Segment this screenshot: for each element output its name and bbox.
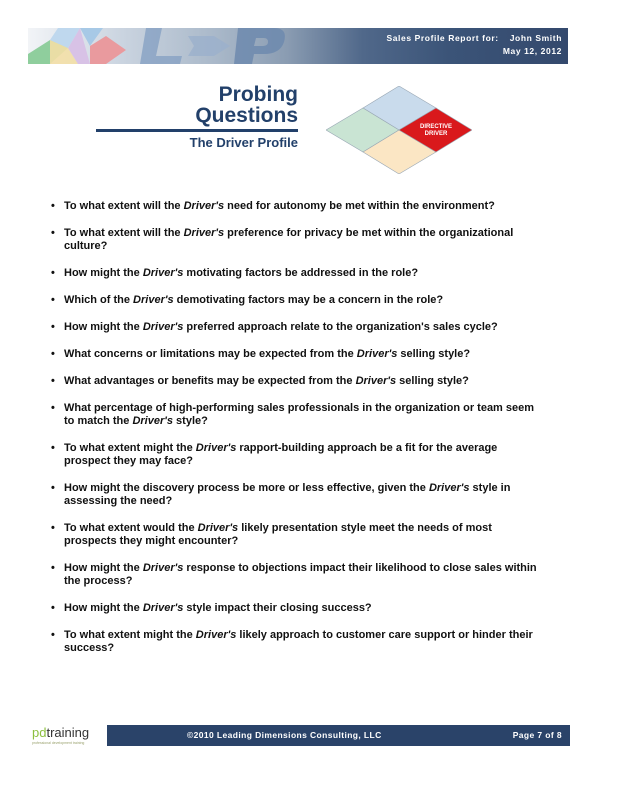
bullet-icon: • (51, 227, 55, 239)
list-item: • How might the Driver's style impact their closing success? (51, 602, 372, 614)
list-item: • How might the Driver's motivating factors be addressed in the role? (51, 267, 419, 279)
bullet-icon: • (51, 321, 55, 333)
page-title-line2: Questions (195, 104, 298, 127)
title-divider (96, 129, 298, 132)
list-item: • To what extent might the Driver's rapport-building approach be a fit for the average prospect they may face? (51, 442, 498, 467)
bullet-icon: • (51, 629, 55, 641)
ldp-letters-icon (138, 28, 288, 64)
diamond-label-line2: DRIVER (424, 131, 448, 137)
logo-pd: pd (32, 725, 47, 740)
bullet-icon: • (51, 442, 55, 454)
bullet-icon: • (51, 375, 55, 387)
header-banner (28, 28, 568, 64)
copyright-text: ©2010 Leading Dimensions Consulting, LLC (187, 730, 382, 740)
bullet-icon: • (51, 200, 55, 212)
probing-questions-list (48, 200, 538, 669)
person-name: John Smith (509, 33, 562, 43)
page-number: Page 7 of 8 (512, 730, 562, 740)
footer-bar (107, 725, 570, 746)
list-item: • To what extent would the Driver's likely presentation style meet the needs of most prospects they might encounter? (51, 522, 492, 547)
report-date: May 12, 2012 (502, 46, 562, 56)
logo-tagline: professional development training (32, 741, 85, 745)
list-item: • How might the Driver's preferred approach relate to the organization's sales cycle? (51, 321, 498, 333)
list-item: • What advantages or benefits may be expected from the Driver's selling style? (51, 375, 469, 387)
page-subtitle: The Driver Profile (189, 135, 298, 150)
report-label: Sales Profile Report for: (386, 33, 499, 43)
list-item: • How might the discovery process be more or less effective, given the Driver's style in assessing the need? (51, 482, 511, 507)
bullet-icon: • (51, 267, 55, 279)
bullet-icon: • (51, 348, 55, 360)
report-info (386, 32, 562, 58)
bullet-icon: • (51, 402, 55, 414)
list-item: • Which of the Driver's demotivating factors may be a concern in the role? (51, 294, 444, 306)
list-item: • What concerns or limitations may be expected from the Driver's selling style? (51, 348, 471, 360)
bullet-icon: • (51, 562, 55, 574)
bullet-icon: • (51, 522, 55, 534)
list-item: • How might the Driver's response to objections impact their likelihood to close sales within the process? (51, 562, 537, 587)
list-item: • What percentage of high-performing sales professionals in the organization or team seem to match the Driver's style? (51, 402, 535, 427)
list-item: • To what extent will the Driver's need for autonomy be met within the environment? (51, 200, 495, 212)
list-item: • To what extent might the Driver's likely approach to customer care support or hinder their success? (51, 629, 533, 654)
logo-training: training (46, 725, 90, 740)
bullet-icon: • (51, 482, 55, 494)
ldp-logo-diamond-icon (28, 28, 148, 64)
list-item: • To what extent will the Driver's preference for privacy be met within the organizational culture? (51, 227, 514, 252)
page-title-block (96, 84, 298, 150)
diamond-label-line1: DIRECTIVE (419, 124, 453, 130)
bullet-icon: • (51, 602, 55, 614)
page-title-line1: Probing (218, 83, 298, 106)
profile-diamond-icon (326, 86, 472, 174)
bullet-icon: • (51, 294, 55, 306)
pdtraining-logo (32, 724, 104, 748)
